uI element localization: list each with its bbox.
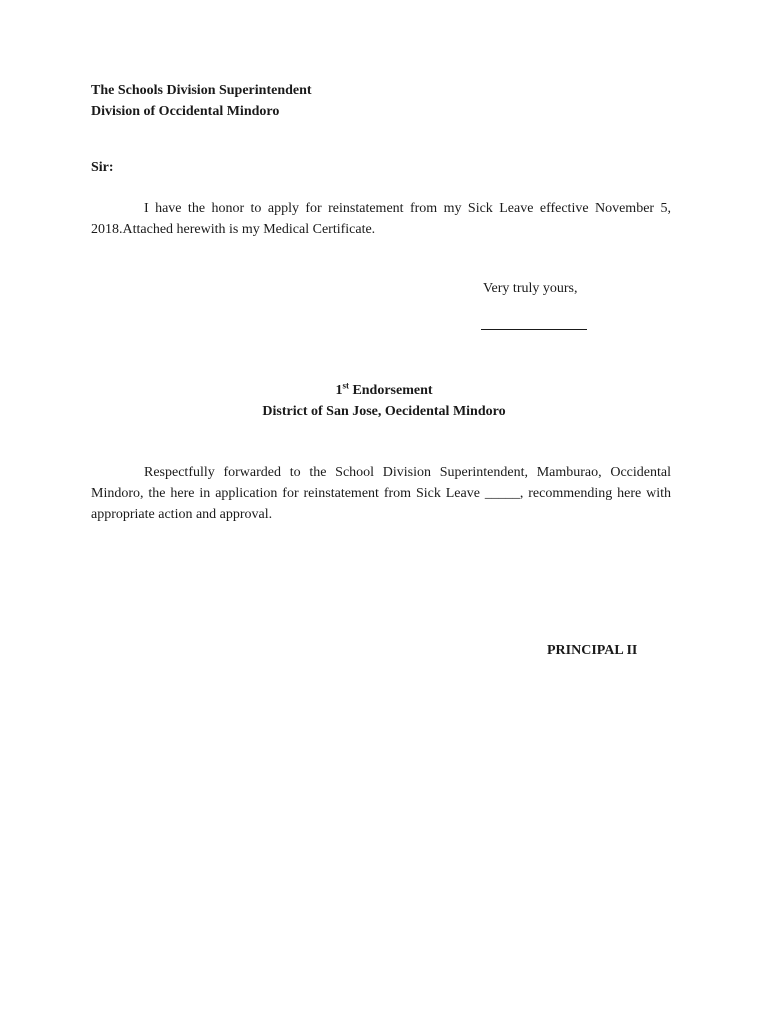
endorsement-title: Endorsement — [352, 383, 433, 398]
endorsement-ordinal-suffix: st — [342, 380, 349, 391]
signature-line — [481, 329, 587, 330]
salutation: Sir: — [91, 160, 114, 175]
closing: Very truly yours, — [483, 281, 578, 296]
endorsement-heading — [0, 380, 768, 401]
endorsement-paragraph — [91, 462, 671, 525]
endorsement-number: 1 — [335, 383, 343, 398]
endorsement-district: District of San Jose, Oecidental Mindoro — [262, 404, 506, 419]
body-paragraph-text: I have the honor to apply for reinstatement from my Sick Leave effective November 5, 2018.Attached herewith is my Medical Certificate. — [91, 201, 671, 237]
endorsement-paragraph-text: Respectfully forwarded to the School Division Superintendent, Mamburao, Occidental Mindoro, the here in application for reinstatement from Sick Leave _____, recommending here with appropriate action and approval. — [91, 465, 671, 522]
body-paragraph — [91, 198, 671, 240]
addressee-line-1: The Schools Division Superintendent — [91, 83, 312, 98]
addressee-line-2: Division of Occidental Mindoro — [91, 104, 280, 119]
signatory-title: PRINCIPAL II — [547, 643, 638, 658]
